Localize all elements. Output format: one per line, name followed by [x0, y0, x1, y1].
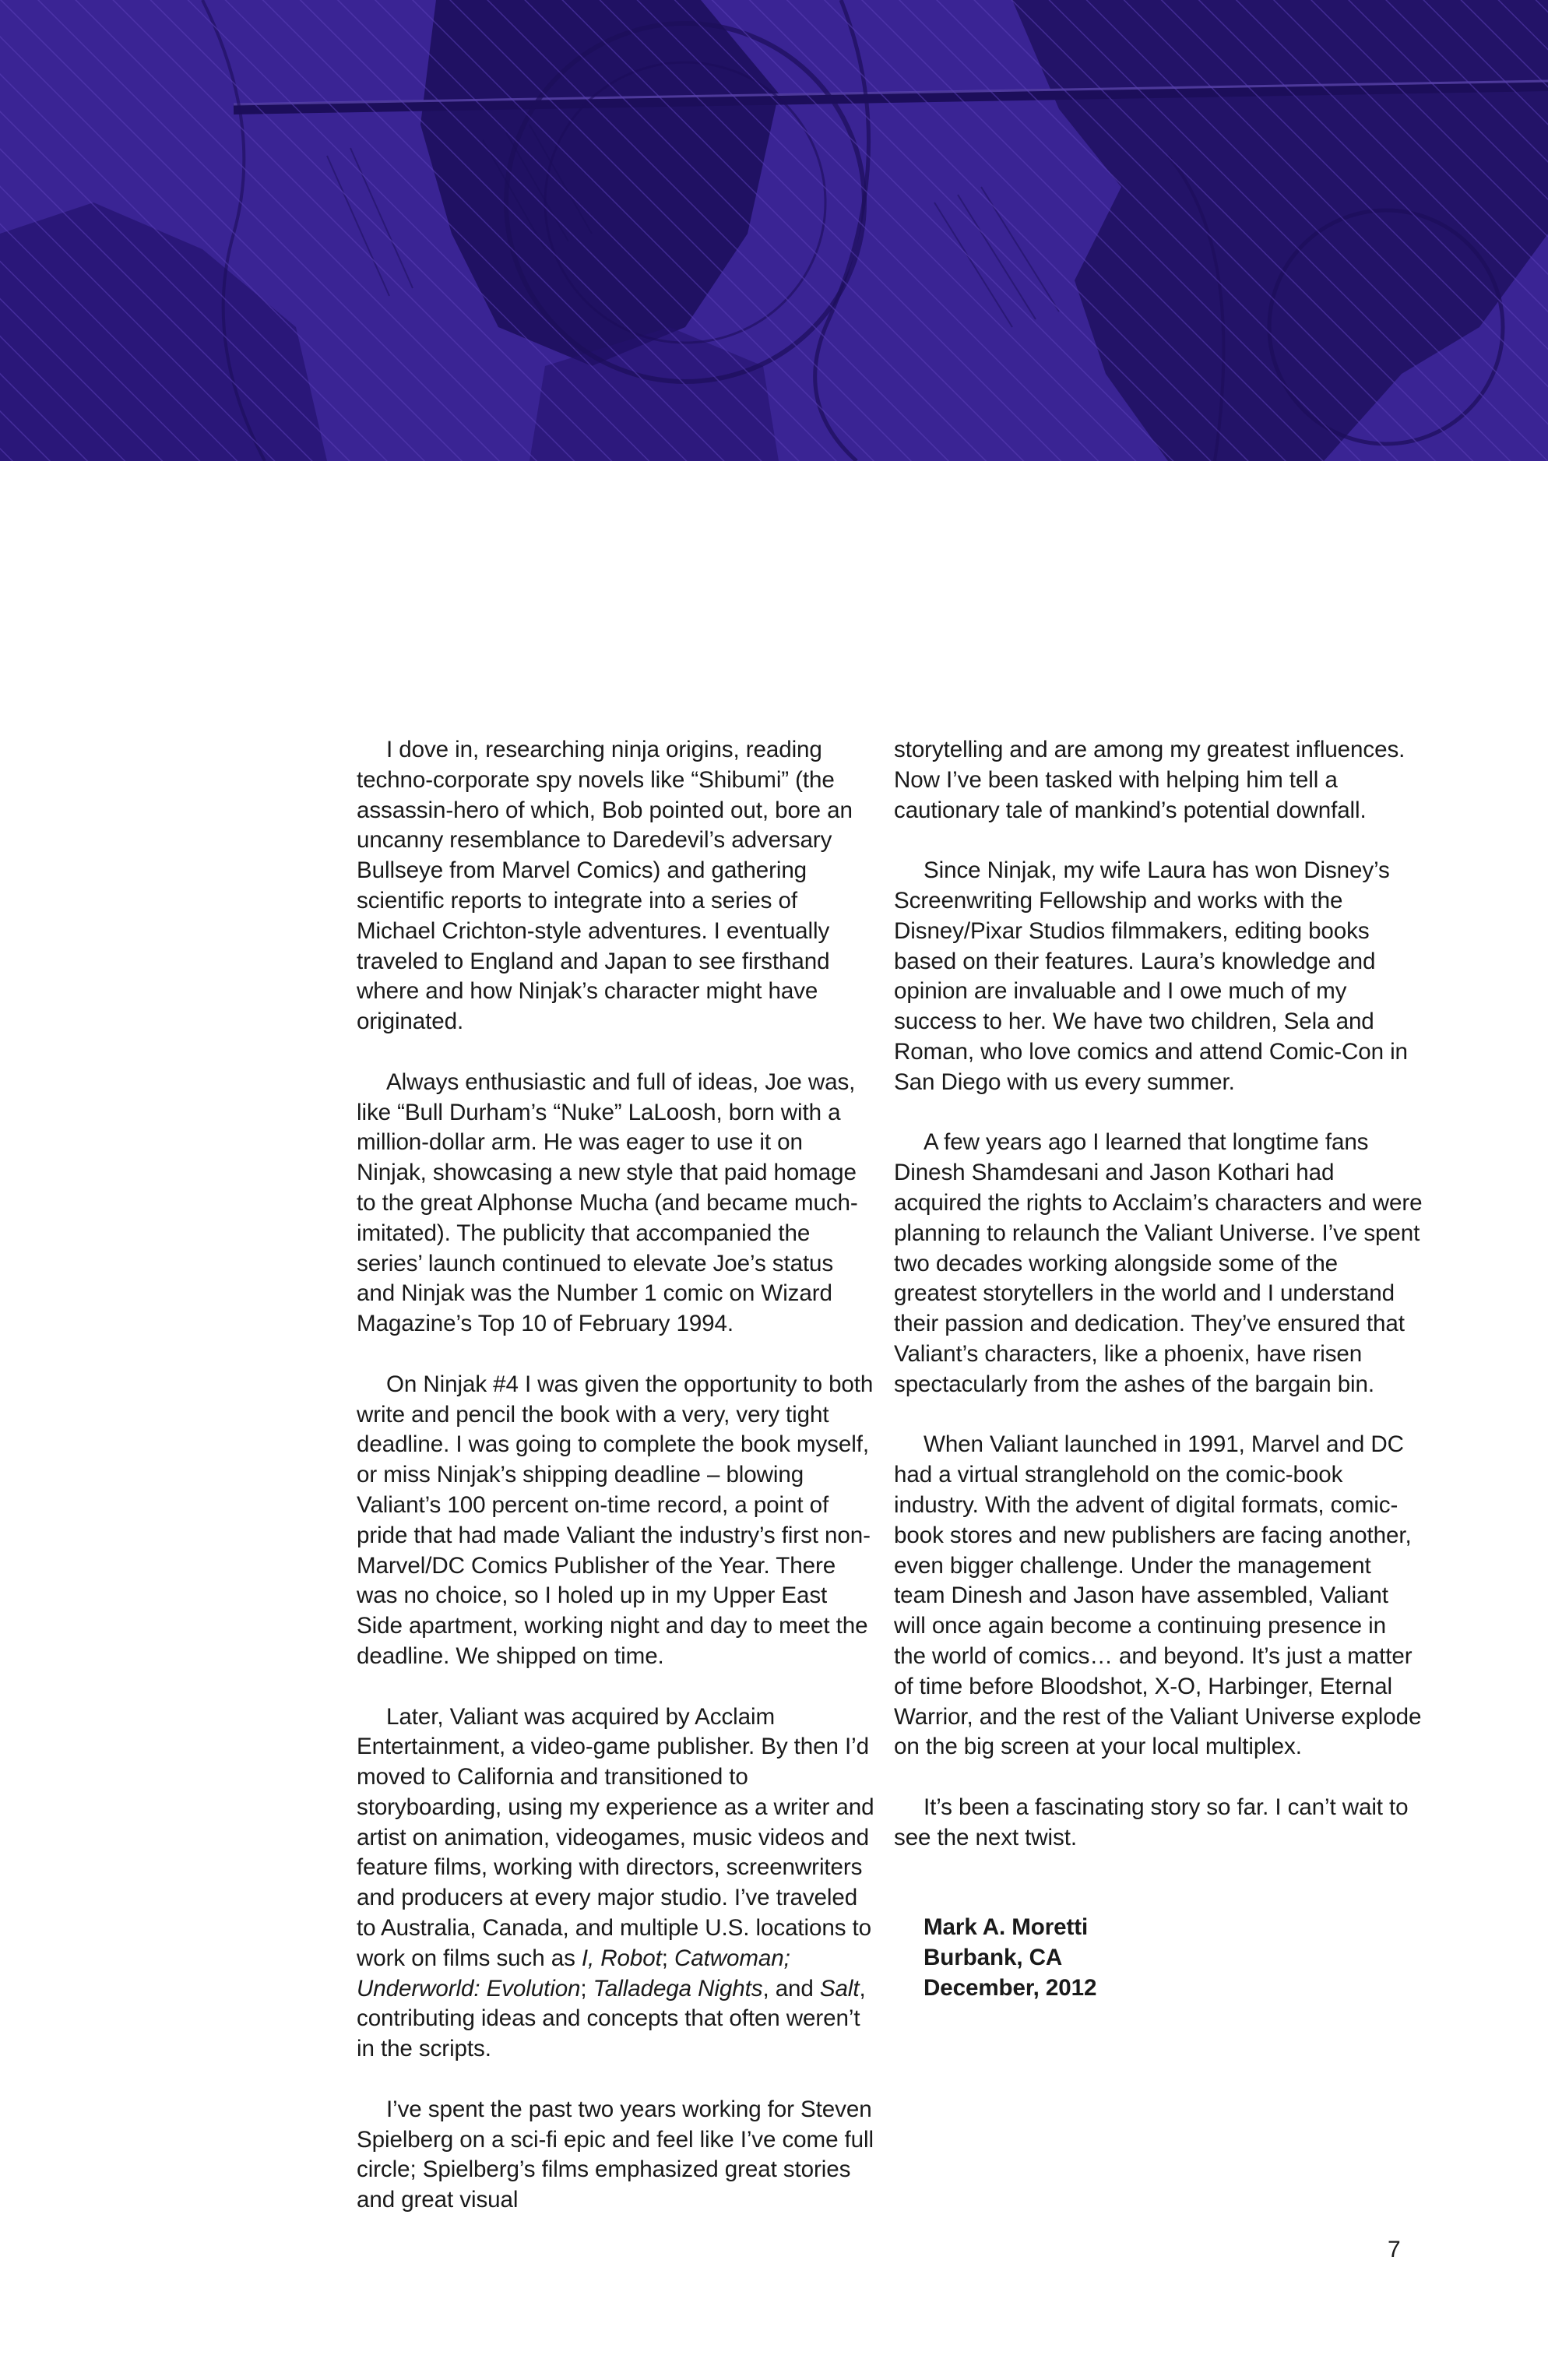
- paragraph-text: Later, Valiant was acquired by Acclaim Entertainment, a video-game publisher. By then I’d moved to California and transitioned to storyboarding, using my experience as a writer and artist on animation, videogames, music videos and feature films, working with directors, screenwriters and producers at every major studio. I’ve traveled to Australia, Canada, and multiple U.S. locations to work on films such as: [357, 1703, 874, 1971]
- ninja-artwork-icon: [0, 0, 1548, 461]
- paragraph-text: It’s been a fascinating story so far. I can’t wait to see the next twist.: [894, 1794, 1409, 1850]
- paragraph: [894, 1793, 1423, 1854]
- article-right-column: [894, 735, 1423, 2004]
- paragraph: [357, 1702, 877, 2065]
- separator: ;: [580, 1975, 593, 2002]
- paragraph: [894, 1128, 1423, 1399]
- paragraph: [357, 2095, 877, 2216]
- article-left-column: [357, 735, 877, 2246]
- separator: , and: [762, 1975, 820, 2002]
- paragraph: [894, 1430, 1423, 1762]
- film-title: Talladega Nights: [593, 1975, 763, 2002]
- paragraph-text: , contributing ideas and concepts that often weren’t in the scripts.: [357, 1975, 866, 2062]
- paragraph: [894, 856, 1423, 1097]
- paragraph-text: Since Ninjak, my wife Laura has won Disney’s Screenwriting Fellowship and works with the Disney/Pixar Studios filmmakers, editing books based on their features. Laura’s knowledge and opinion are invaluable and I owe much of my success to her. We have two children, Sela and Roman, who love comics and attend Comic-Con in San Diego with us every summer.: [894, 857, 1408, 1095]
- film-title: Salt: [819, 1975, 860, 2002]
- author-date: December, 2012: [924, 1975, 1097, 2002]
- paragraph: [357, 1370, 877, 1672]
- paragraph-text: When Valiant launched in 1991, Marvel and DC had a virtual stranglehold on the comic-book industry. With the advent of digital formats, comic-book stores and new publishers are facing another, even bigger challenge. Under the management team Dinesh and Jason have assembled, Valiant will once again become a continuing presence in the world of comics… and beyond. It’s just a matter of time before Bloodshot, X-O, Harbinger, Eternal Warrior, and the rest of the Valiant Universe explode on the big screen at your local multiplex.: [894, 1431, 1422, 1760]
- paragraph: [357, 1068, 877, 1340]
- author-name: Mark A. Moretti: [924, 1914, 1089, 1941]
- paragraph-text: I’ve spent the past two years working for Steven Spielberg on a sci-fi epic and feel like I’ve come full circle; Spielberg’s films emphasized great stories and great visual: [357, 2096, 874, 2213]
- paragraph-text: storytelling and are among my greatest influences. Now I’ve been tasked with helping him tell a cautionary tale of mankind’s potential downfall.: [894, 737, 1406, 823]
- page-number: 7: [1388, 2237, 1401, 2262]
- paragraph-text: A few years ago I learned that longtime fans Dinesh Shamdesani and Jason Kothari had acquired the rights to Acclaim’s characters and were planning to relaunch the Valiant Universe. I’ve spent two decades working alongside some of the greatest storytellers in the world and I understand their passion and dedication. They’ve ensured that Valiant’s characters, like a phoenix, have risen spectacularly from the ashes of the bargain bin.: [894, 1129, 1423, 1397]
- paragraph: [894, 735, 1423, 826]
- film-title: Catwoman; Underworld: Evolution: [357, 1945, 790, 2002]
- paragraph-text: On Ninjak #4 I was given the opportunity to both write and pencil the book with a very, very tight deadline. I was going to complete the book myself, or miss Ninjak’s shipping deadline – blowing Valiant’s 100 percent on-time record, a point of pride that had made Valiant the industry’s first non-Marvel/DC Comics Publisher of the Year. There was no choice, so I holed up in my Upper East Side apartment, working night and day to meet the deadline. We shipped on time.: [357, 1371, 874, 1669]
- author-location: Burbank, CA: [924, 1945, 1063, 1971]
- author-signature: [894, 1913, 1423, 2003]
- paragraph-text: I dove in, researching ninja origins, reading techno-corporate spy novels like “Shibumi” (the assassin-hero of which, Bob pointed out, bore an uncanny resemblance to Daredevil’s adversary Bullseye from Marvel Comics) and gathering scientific reports to integrate into a series of Michael Crichton-style adventures. I eventually traveled to England and Japan to see firsthand where and how Ninjak’s character might have originated.: [357, 737, 853, 1035]
- paragraph-text: Always enthusiastic and full of ideas, Joe was, like “Bull Durham’s “Nuke” LaLoosh, born with a million-dollar arm. He was eager to use it on Ninjak, showcasing a new style that paid homage to the great Alphonse Mucha (and became much-imitated). The publicity that accompanied the series’ launch continued to elevate Joe’s status and Ninjak was the Number 1 comic on Wizard Magazine’s Top 10 of February 1994.: [357, 1069, 858, 1337]
- film-title: I, Robot: [581, 1945, 662, 1971]
- paragraph: [357, 735, 877, 1037]
- separator: ;: [661, 1945, 674, 1971]
- header-artwork: [0, 0, 1548, 461]
